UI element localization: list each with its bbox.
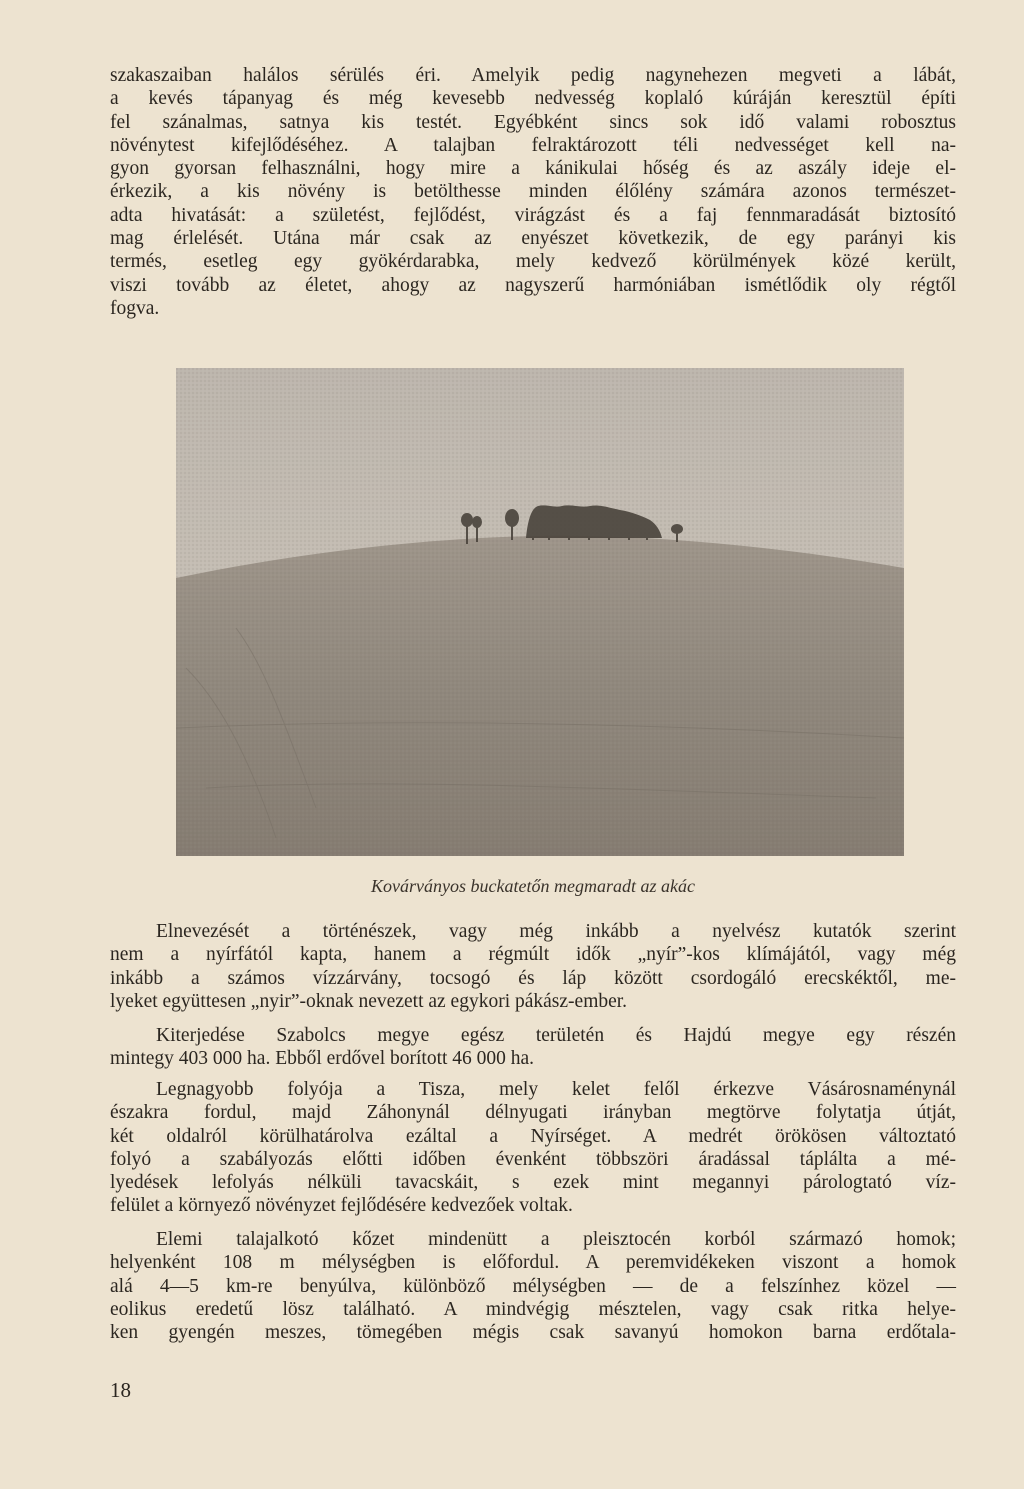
text-line: érkezik, a kis növény is betölthesse minden élőlény számára azonos természet-: [110, 181, 956, 203]
paragraph-river: [110, 1078, 956, 1218]
text-line: lyeket együttesen „nyir”-oknak nevezett az egykori pákász-ember.: [110, 990, 628, 1012]
text-line: a kevés tápanyag és még kevesebb nedvesség koplaló kúráján keresztül építi: [110, 88, 956, 110]
text-line: eolikus eredetű lösz található. A mindvégig mésztelen, vagy csak ritka helye-: [110, 1298, 956, 1320]
text-line: növénytest kifejlődéséhez. A talajban felraktározott téli nedvességet kell na-: [110, 134, 956, 156]
top-paragraph: [110, 64, 956, 320]
text-line: folyó a szabályozás előtti időben évenként többszöri áradással táplálta a mé-: [110, 1148, 956, 1170]
paragraph-soil: [110, 1228, 956, 1344]
text-line: mag érlelését. Utána már csak az enyészet következik, de egy parányi kis: [110, 228, 956, 250]
paragraph-name-origin: [110, 920, 956, 1013]
landscape-photo: [176, 368, 904, 856]
text-line: adta hivatását: a születést, fejlődést, virágzást és a faj fennmaradását biztosító: [110, 204, 956, 226]
text-line: viszi tovább az életet, ahogy az nagyszerű harmóniában ismétlődik oly régtől: [110, 274, 956, 296]
paragraph-extent: [110, 1024, 956, 1071]
text-line: ken gyengén meszes, tömegében mégis csak savanyú homokon barna erdőtala-: [110, 1322, 956, 1344]
text-line: helyenként 108 m mélységben is előfordul. A peremvidékeken viszont a homok: [110, 1252, 956, 1274]
text-line: nem a nyírfától kapta, hanem a régmúlt idők „nyír”-kos klímájától, vagy még: [110, 944, 956, 966]
text-line: két oldalról körülhatárolva ezáltal a Nyírséget. A medrét örökösen változtató: [110, 1125, 956, 1147]
page-number: 18: [110, 1378, 131, 1402]
text-line: Legnagyobb folyója a Tisza, mely kelet felől érkezve Vásárosnaménynál: [156, 1079, 956, 1100]
text-line: gyon gyorsan felhasználni, hogy mire a kánikulai hőség és az aszály ideje el-: [110, 158, 956, 180]
text-line: lyedések lefolyás nélküli tavacskáit, s ezek mint megannyi párologtató víz-: [110, 1172, 956, 1194]
text-line: felület a környező növényzet fejlődésére kedvezőek voltak.: [110, 1195, 573, 1217]
text-line: Kiterjedése Szabolcs megye egész területén és Hajdú megye egy részén: [156, 1025, 956, 1046]
text-line: termés, esetleg egy gyökérdarabka, mely kedvező körülmények közé került,: [110, 251, 956, 273]
text-line: alá 4—5 km-re benyúlva, különböző mélységben — de a felszínhez közel —: [110, 1275, 956, 1297]
photo-caption: Kovárványos buckatetőn megmaradt az akác: [371, 876, 695, 896]
text-line: mintegy 403 000 ha. Ebből erdővel borított 46 000 ha.: [110, 1048, 535, 1070]
text-line: szakaszaiban halálos sérülés éri. Amelyik pedig nagynehezen megveti a lábát,: [110, 65, 956, 86]
text-line: Elemi talajalkotó kőzet mindenütt a pleisztocén korból származó homok;: [156, 1229, 956, 1250]
text-line: északra fordul, majd Záhonynál délnyugati irányban megtörve folytatja útját,: [110, 1102, 956, 1124]
text-line: inkább a számos vízzárvány, tocsogó és láp között csordogáló erecskéktől, me-: [110, 967, 956, 989]
text-line: fogva.: [110, 297, 160, 319]
text-line: Elnevezését a történészek, vagy még inkább a nyelvész kutatók szerint: [156, 921, 956, 942]
text-line: fel szánalmas, satnya kis testét. Egyébként sincs sok idő valami robosztus: [110, 111, 956, 133]
landscape-photo-icon: [176, 368, 904, 856]
